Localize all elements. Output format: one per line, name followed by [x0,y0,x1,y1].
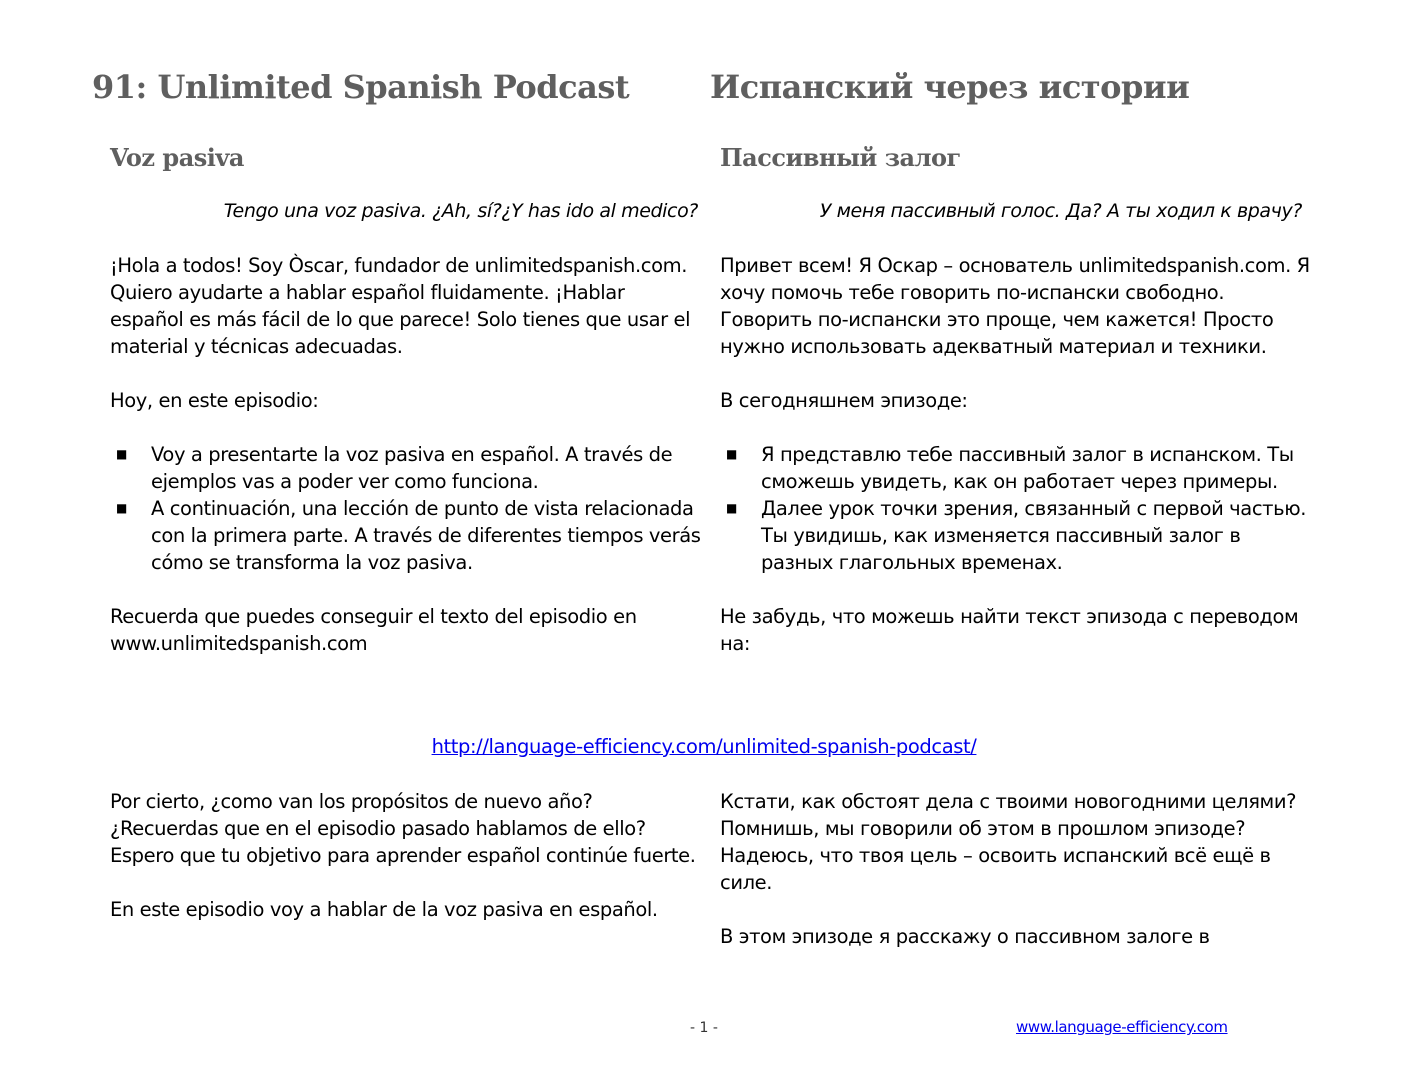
subtitle-spanish: Voz pasiva [110,143,244,172]
list-item-text: Я представлю тебе пассивный залог в испанском. Ты сможешь увидеть, как он работает через примеры. [761,443,1294,493]
bullet-icon: ■ [116,501,127,515]
list-item [720,441,1312,495]
bullet-icon: ■ [726,447,737,461]
intro-spanish: Tengo una voz pasiva. ¿Ah, sí?¿Y has ido al medico? [223,200,698,222]
title-spanish: 91: Unlimited Spanish Podcast [92,68,630,106]
russian-paragraph-3: Не забудь, что можешь найти текст эпизода с переводом на: [720,605,1299,655]
bullet-icon: ■ [116,447,127,461]
podcast-link[interactable]: http://language-efficiency.com/unlimited-spanish-podcast/ [431,735,977,758]
spanish-paragraph-2: Hoy, en este episodio: [110,389,319,412]
spanish-paragraph-1: ¡Hola a todos! Soy Òscar, fundador de unlimitedspanish.com. Quiero ayudarte a hablar español fluidamente. ¡Hablar español es más fácil de lo que parece! Solo tienes que usar el material y técnicas adecuadas. [110,254,691,358]
page-number: - 1 - [690,1020,718,1036]
spanish-paragraph-4: Por cierto, ¿como van los propósitos de nuevo año? ¿Recuerdas que en el episodio pasado hablamos de ello? Espero que tu objetivo para aprender español continúe fuerte. [110,790,696,867]
russian-paragraph-2: В сегодняшнем эпизоде: [720,389,968,412]
spanish-paragraph-5: En este episodio voy a hablar de la voz pasiva en español. [110,898,658,921]
subtitle-russian: Пассивный залог [720,143,961,172]
spanish-bullet-list [110,441,702,576]
russian-paragraph-5: В этом эпизоде я расскажу о пассивном залоге в [720,925,1210,948]
russian-column-lower [720,788,1320,977]
list-item [110,495,702,576]
bullet-icon: ■ [726,501,737,515]
list-item-text: Voy a presentarte la voz pasiva en español. A través de ejemplos vas a poder ver como funciona. [151,443,673,493]
spanish-paragraph-3: Recuerda que puedes conseguir el texto del episodio en www.unlimitedspanish.com [110,605,637,655]
spanish-column-lower [110,788,702,950]
intro-russian: У меня пассивный голос. Да? А ты ходил к врачу? [819,200,1302,222]
list-item [720,495,1312,576]
russian-paragraph-4: Кстати, как обстоят дела с твоими новогодними целями? Помнишь, мы говорили об этом в прошлом эпизоде? Надеюсь, что твоя цель – освоить испанский всё ещё в силе. [720,790,1297,894]
list-item-text: Далее урок точки зрения, связанный с первой частью. Ты увидишь, как изменяется пассивный залог в разных глагольных временах. [761,497,1307,574]
russian-column [720,252,1312,684]
podcast-link-row [0,735,1408,758]
footer-website-link[interactable]: www.language-efficiency.com [1016,1018,1228,1036]
title-russian: Испанский через истории [710,68,1190,106]
spanish-column [110,252,702,684]
russian-paragraph-1: Привет всем! Я Оскар – основатель unlimitedspanish.com. Я хочу помочь тебе говорить по-испански свободно. Говорить по-испански это проще, чем кажется! Просто нужно использовать адекватный материал и техники. [720,254,1310,358]
list-item-text: A continuación, una lección de punto de vista relacionada con la primera parte. A través de diferentes tiempos verás cómo se transforma la voz pasiva. [151,497,701,574]
russian-bullet-list [720,441,1312,576]
list-item [110,441,702,495]
